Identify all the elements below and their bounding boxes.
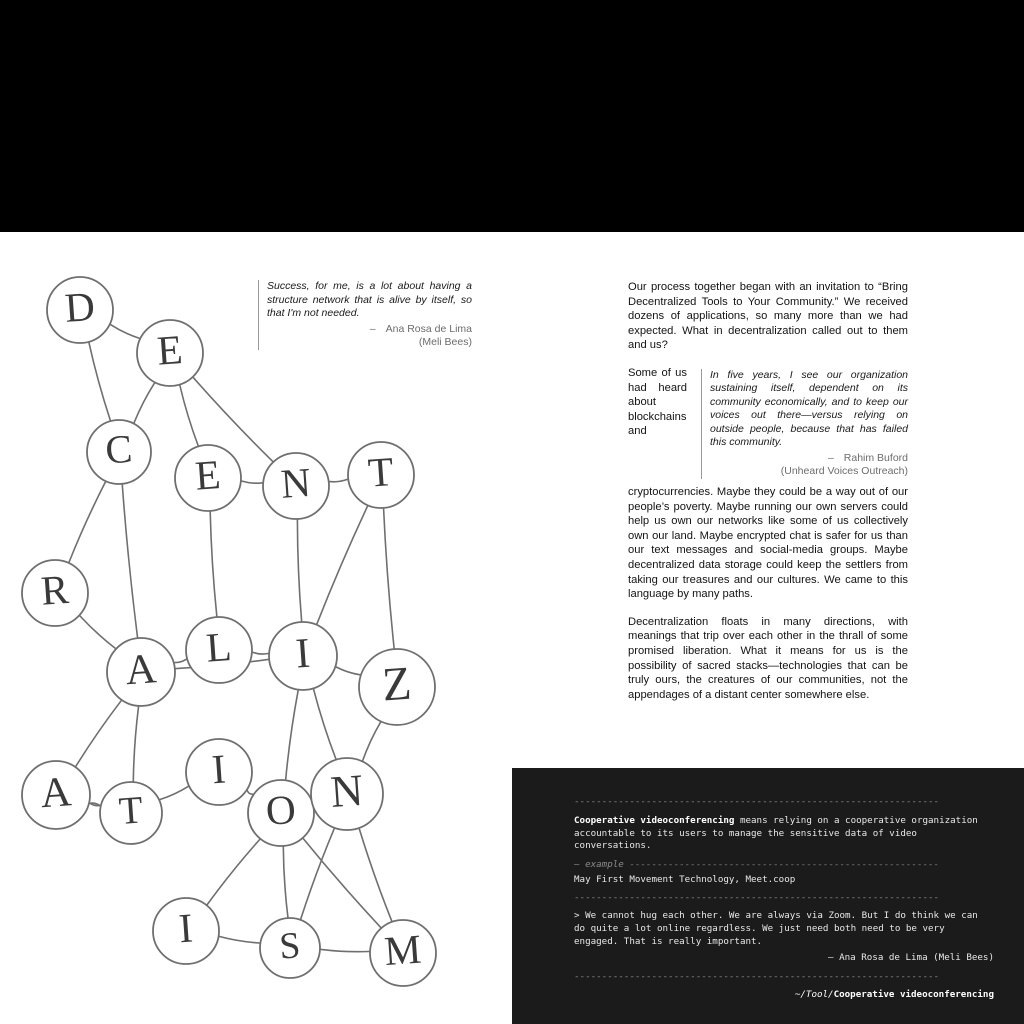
terminal-quote — [574, 910, 994, 948]
graph-edge — [359, 829, 391, 921]
graph-edge — [253, 652, 268, 654]
graph-edge — [133, 707, 138, 781]
left-quote-author: Ana Rosa de Lima — [385, 322, 472, 335]
graph-edge — [89, 343, 110, 420]
graph-edge — [247, 791, 252, 794]
graph-node-letter: T — [366, 448, 395, 496]
graph-node — [248, 780, 314, 846]
right-quote-dash: – — [827, 451, 834, 464]
graph-node-letter: R — [39, 565, 71, 614]
graph-node — [348, 442, 414, 508]
terminal-path-term: Cooperative videoconferencing — [833, 988, 994, 1000]
graph-node — [100, 782, 162, 844]
left-quote-org: (Meli Bees) — [418, 336, 472, 348]
graph-edge — [180, 386, 198, 446]
paragraph-2-with-quote — [628, 366, 908, 602]
graph-edge — [210, 512, 217, 616]
right-pull-quote-text: In five years, I see our organization sustaining itself, dependent on its community economically, and to keep our voices out there—versus relying on outside people, because that has failed this community. — [710, 368, 908, 449]
graph-node — [22, 761, 90, 829]
graph-edge — [122, 485, 137, 637]
terminal-path-prefix: ~/Tool/ — [794, 988, 834, 1000]
graph-edge — [286, 691, 298, 780]
node-graph-svg — [0, 232, 512, 1024]
graph-node-letter: O — [264, 785, 298, 834]
graph-node-letter: I — [294, 629, 312, 678]
graph-node — [175, 445, 241, 511]
graph-edge — [207, 840, 259, 905]
terminal-path — [574, 989, 994, 1002]
top-black-band — [0, 0, 1024, 232]
book-spread-page — [0, 232, 1024, 1024]
left-pull-quote — [258, 280, 472, 350]
graph-node-letter: N — [328, 764, 365, 817]
body-text-column — [628, 280, 908, 715]
graph-node-letter: C — [103, 425, 134, 473]
terminal-definition-text: means relying on a cooperative organization accountable to its users to manage the sensitive data of video conversations. — [574, 815, 978, 852]
graph-node — [107, 638, 175, 706]
graph-node-letter: A — [38, 768, 73, 818]
decentralization-node-graphic — [0, 232, 512, 1024]
graph-node — [263, 453, 329, 519]
graph-node-letter: E — [155, 326, 184, 374]
graph-node — [153, 898, 219, 964]
paragraph-1: Our process together began with an invitation to “Bring Decentralized Tools to Your Community.” We received dozens of applications, so many more than we had expected. What in decentralization called out to them and us? — [628, 281, 908, 352]
graph-edge — [134, 383, 154, 423]
terminal-quote-attribution: — Ana Rosa de Lima (Meli Bees) — [828, 952, 994, 964]
graph-edge — [384, 509, 395, 648]
graph-node — [260, 918, 320, 978]
graph-node — [186, 739, 252, 805]
paragraph-2-rest: some of us collectively own our land. Maybe encrypted chat is safer for us than our text messages and social-media groups. Maybe decentralized data storage could keep the settlers from taking our treasures and our cultures. We came to this language by many paths. — [628, 515, 909, 601]
graph-edge — [297, 520, 301, 621]
terminal-quote-marker: > — [574, 910, 586, 922]
graph-node — [359, 649, 435, 725]
graph-edge — [160, 786, 188, 799]
terminal-term: Cooperative videoconferencing — [574, 815, 735, 826]
paragraph-3: Decentralization floats in many directions, with meanings that trip over each other in the thrall of some promised liberation. What it means for us is the possibility of sacred stacks—technologies that can be truly ours, the creatures of our communities, not the appendages of a distant center somewhere else. — [628, 615, 908, 701]
graph-node-letter: S — [278, 925, 302, 968]
graph-node-letter: E — [193, 451, 222, 499]
right-pull-quote-attribution — [710, 452, 908, 479]
graph-node — [370, 920, 436, 986]
graph-edge — [314, 689, 336, 758]
left-pull-quote-text: Success, for me, is a lot about having a structure network that is alive by itself, so that I'm not needed. — [267, 280, 472, 319]
terminal-example-rule: -------------------------------------------------------- — [629, 858, 940, 870]
paragraph-2-start: Some of us had heard about blockchains and cryptocurrencies. Maybe they could be a way out of our people’s poverty. Maybe running our own servers could help us own our networks like — [628, 366, 908, 528]
graph-node-letter: L — [204, 623, 233, 671]
graph-edge — [303, 839, 380, 928]
graph-node-letter: M — [382, 925, 423, 975]
graph-edge — [69, 482, 105, 562]
terminal-example-label-rule — [574, 859, 994, 871]
terminal-example-label: – example — [574, 858, 630, 870]
graph-node — [47, 277, 113, 343]
terminal-card — [512, 768, 1024, 1024]
right-quote-org: (Unheard Voices Outreach) — [780, 465, 908, 478]
terminal-rule-top: ------------------------------------------------------------------ — [574, 796, 940, 807]
graph-edge — [330, 479, 348, 481]
graph-node-letter: I — [210, 745, 228, 793]
graph-node-letter: N — [279, 458, 313, 507]
graph-edge — [175, 659, 187, 662]
graph-edge — [363, 722, 381, 760]
graph-edge — [336, 667, 360, 675]
graph-node — [137, 320, 203, 386]
graph-edge — [283, 847, 288, 917]
graph-edge — [111, 325, 140, 339]
graph-node — [186, 617, 252, 683]
terminal-definition — [574, 815, 994, 853]
graph-node — [269, 622, 337, 690]
terminal-example-value: May First Movement Technology, Meet.coop — [574, 873, 796, 885]
graph-node — [311, 758, 383, 830]
graph-edge — [220, 937, 260, 944]
right-quote-author: Rahim Buford — [843, 451, 908, 464]
graph-edge — [80, 616, 115, 648]
right-pull-quote — [701, 369, 908, 479]
graph-edge — [317, 506, 368, 624]
terminal-quote-text: We cannot hug each other. We are always via Zoom. But I do think we can do quite a lot online regardless. We just need both need to be very engaged. That is really important. — [574, 910, 978, 947]
graph-node-letter: I — [177, 904, 195, 952]
left-pull-quote-attribution — [267, 323, 472, 350]
graph-node-letter: A — [123, 645, 158, 695]
graph-node — [22, 560, 88, 626]
left-quote-dash: – — [369, 322, 376, 335]
graph-edge — [242, 481, 262, 483]
terminal-rule-mid: ------------------------------------------------------------------ — [574, 892, 940, 904]
graph-edge — [321, 949, 369, 951]
graph-edge — [76, 701, 121, 766]
graph-node-letter: D — [63, 282, 97, 331]
graph-nodes — [22, 277, 436, 986]
terminal-rule-bottom: ------------------------------------------------------------------ — [574, 970, 940, 982]
graph-node-letter: Z — [380, 657, 414, 712]
graph-node — [87, 420, 151, 484]
graph-node-letter: T — [117, 788, 145, 834]
